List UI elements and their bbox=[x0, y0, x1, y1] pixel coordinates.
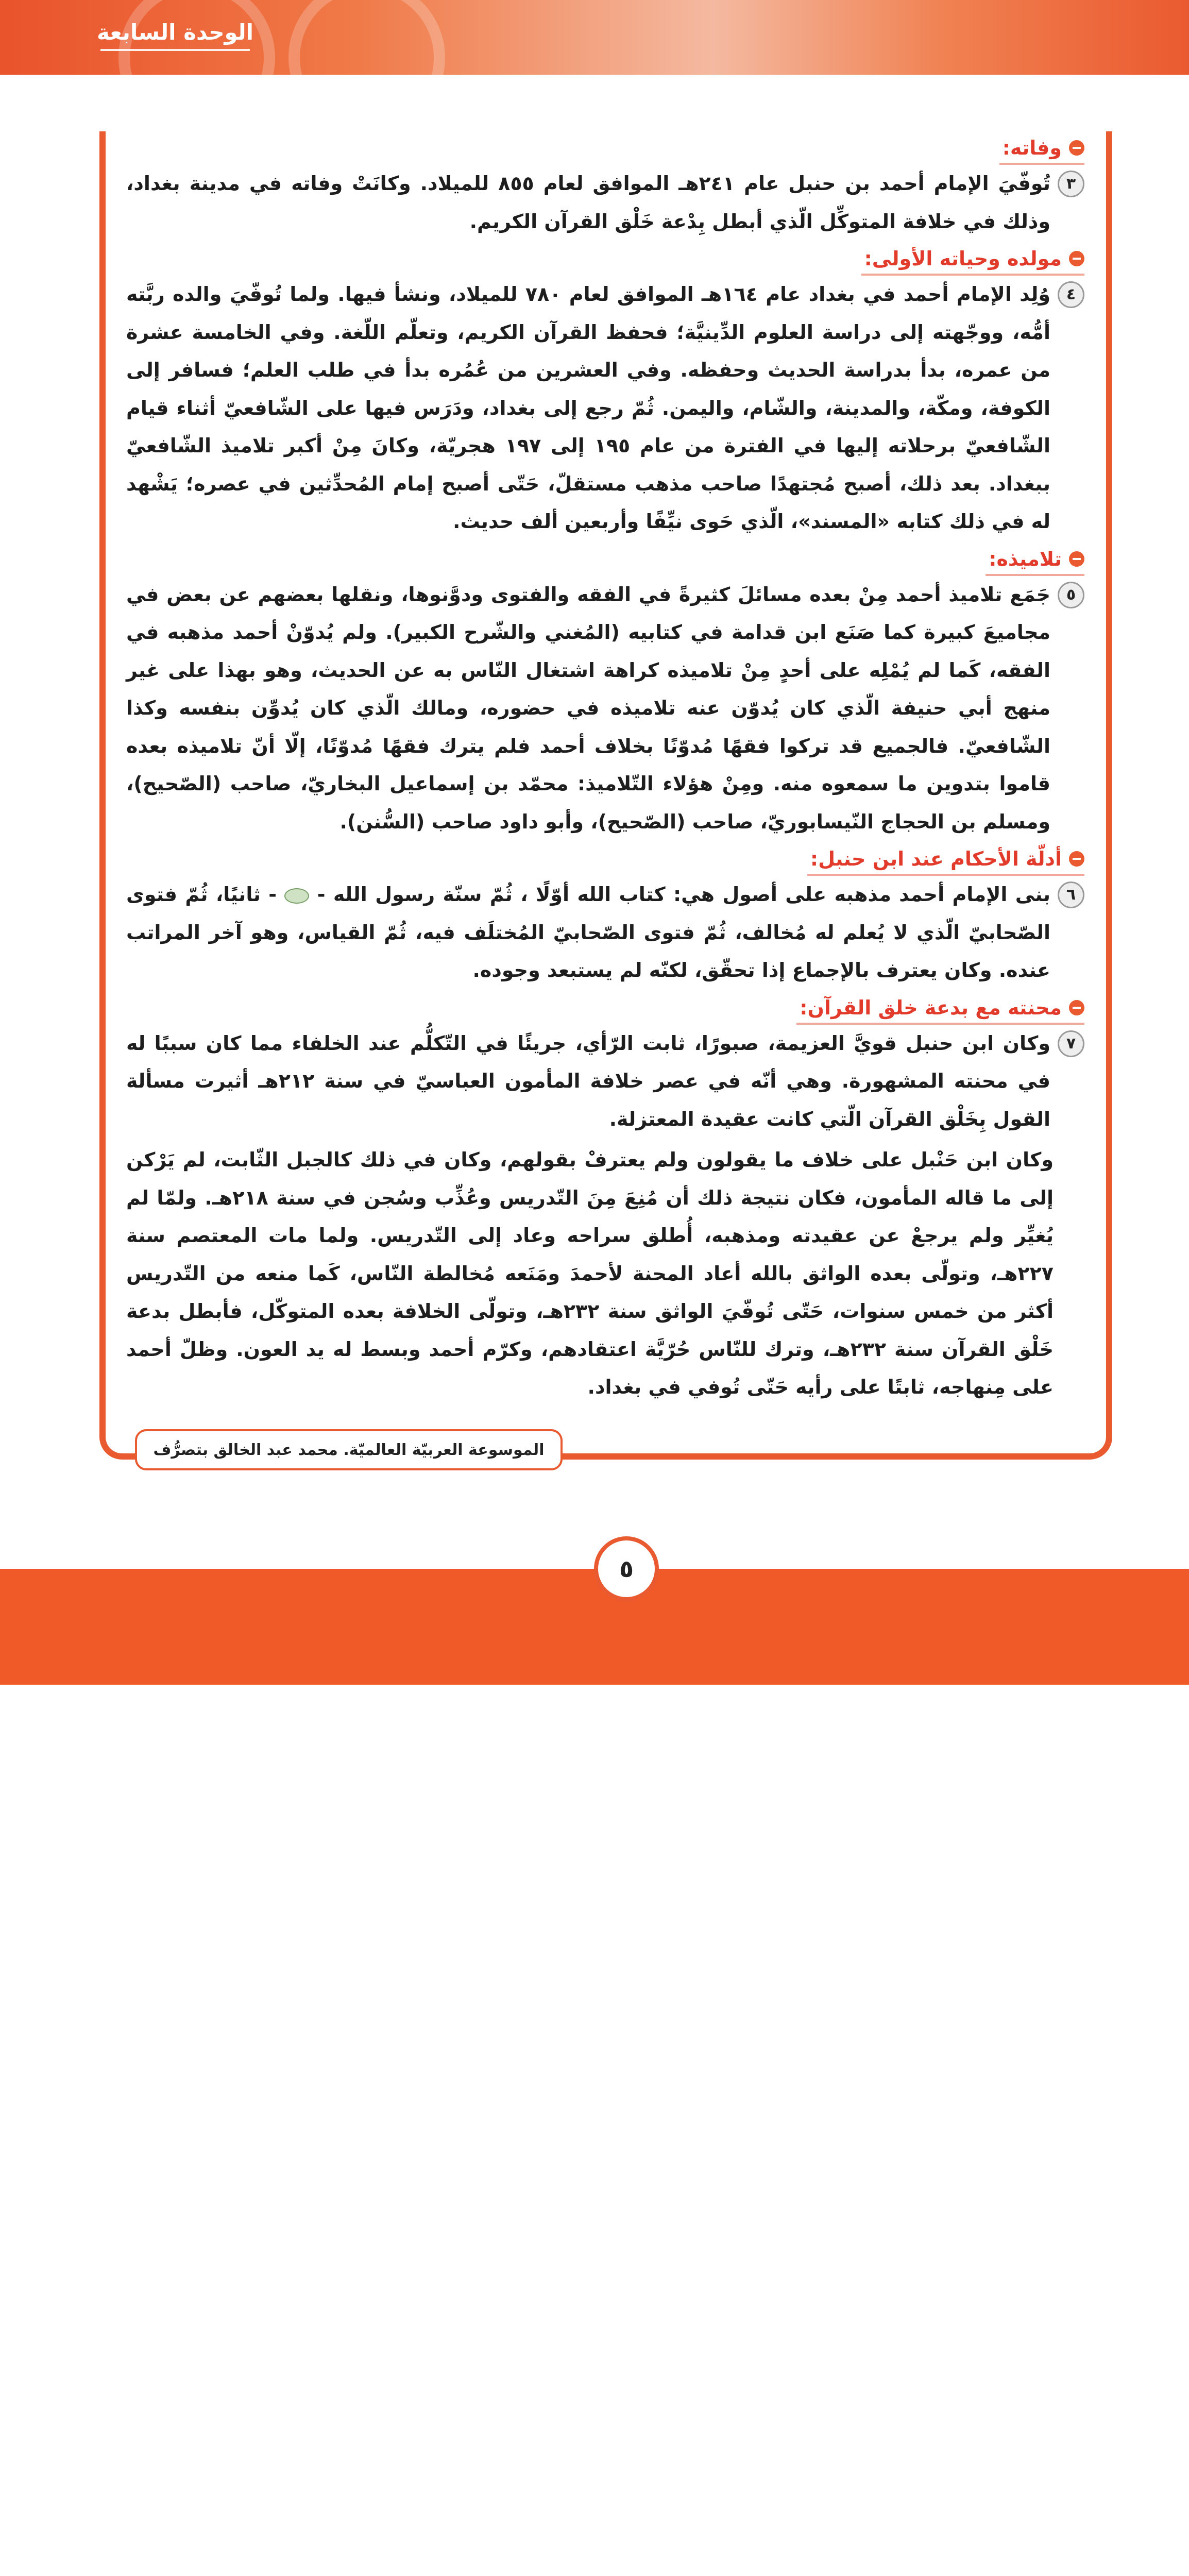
paragraph bbox=[126, 165, 1084, 241]
paragraph-number: ٤ bbox=[1058, 281, 1084, 308]
paragraph-number: ٧ bbox=[1058, 1030, 1084, 1057]
section-heading bbox=[999, 133, 1084, 165]
paragraph-text-part: - ثانيًا، ثُمّ فتوى الصّحابيّ الّذي لا يُعلم له مُخالف، ثُمّ فتوى الصّحابيّ المُختلَف فيه، ثُمّ القياس، وهو آخر المراتب عنده. وكان يعترف بالإجماع إذا تحقّق، لكنّه لم يستبعد وجوده. bbox=[126, 883, 1050, 981]
paragraph-text bbox=[126, 876, 1050, 990]
paragraph bbox=[126, 576, 1084, 841]
paragraph-number: ٣ bbox=[1058, 171, 1084, 197]
section-heading-text: أدلّة الأحكام عند ابن حنبل: bbox=[810, 848, 1062, 870]
paragraph-text: وكان ابن حنبل قويَّ العزيمة، صبورًا، ثابت الرّأي، جريئًا في التّكلُّم عند الخلفاء مما كان سببًا له في محنته المشهورة. وهي أنّه في عصر خلافة المأمون العباسيّ في سنة ٢١٢هـ أثيرت مسألة القول بِخَلْق القرآن الّتي كانت عقيدة المعتزلة. bbox=[126, 1031, 1051, 1130]
salutation-seal-icon bbox=[284, 888, 309, 904]
minus-bullet-icon bbox=[1069, 251, 1084, 266]
section-heading bbox=[861, 244, 1084, 276]
paragraph bbox=[126, 876, 1084, 990]
section-heading bbox=[986, 544, 1084, 576]
paragraph-number: ٦ bbox=[1058, 882, 1084, 908]
paragraph-text: وُلِد الإمام أحمد في بغداد عام ١٦٤هـ الموافق لعام ٧٨٠ للميلاد، ونشأ فيها. ولما تُوفّيَ والده ربَّته أمُّه، ووجّهته إلى دراسة العلوم الدِّينيَّة؛ فحفظ القرآن الكريم، وتعلّم اللّغة. وفي الخامسة عشرة من عمره، بدأ بدراسة الحديث وحفظه. وفي العشرين من عُمُره بدأ في طلب العلم؛ فسافر إلى الكوفة، ومكّة، والمدينة، والشّام، واليمن. ثُمّ رجع إلى بغداد، ودَرَس فيها على الشّافعيّ أثناء قيام الشّافعيّ برحلاته إليها في الفترة من عام ١٩٥ إلى ١٩٧ هجريّة، وكانَ مِنْ أكبر تلاميذ الشّافعيّ ببغداد. بعد ذلك، أصبح مُجتهدًا صاحب مذهب مستقلّ، حَتّى أصبح إمام المُحدِّثين في عصره؛ يَشْهد له في ذلك كتابه «المسند»، الّذي حَوى نيِّفًا وأربعين ألف حديث. bbox=[126, 283, 1050, 533]
section-heading-text: وفاته: bbox=[1002, 137, 1062, 159]
paragraph-text-part: بنى الإمام أحمد مذهبه على أصول هي: كتاب الله أوّلًا ، ثُمّ سنّة رسول الله - bbox=[317, 883, 1051, 906]
paragraph bbox=[126, 1025, 1084, 1139]
section-heading-text: تلاميذه: bbox=[989, 547, 1062, 570]
paragraph-continuation: وكان ابن حَنْبل على خلاف ما يقولون ولم يعترفْ بقولهم، وكان في ذلك كالجبل الثّابت، لم يَرْكن إلى ما قاله المأمون، فكان نتيجة ذلك أن مُنِعَ مِنَ التّدريس وعُذِّب وسُجن في سنة ٢١٨هـ. ولمّا لم يُغيِّر ولم يرجعْ عن عقيدته ومذهبه، أُطلق سراحه وعاد إلى التّدريس. ولما مات المعتصم سنة ٢٢٧هـ، وتولّى بعده الواثق بالله أعاد المحنة لأحمدَ ومَنَعه مُخالطة النّاس، كَما منعه من التّدريس أكثر من خمس سنوات، حَتّى تُوفّيَ الواثق سنة ٢٣٢هـ، وتولّى الخلافة بعده المتوكّل، فأبطل بدعة خَلْق القرآن سنة ٢٣٢هـ، وترك للنّاس حُرّيَّة اعتقادهم، وكرّم أحمد وبسط له يد العون. وظلّ أحمد على مِنهاجه، ثابتًا على رأيه حَتّى تُوفي في بغداد. bbox=[126, 1148, 1054, 1398]
page-number: ٥ bbox=[594, 1536, 659, 1601]
paragraph-text: تُوفّيَ الإمام أحمد بن حنبل عام ٢٤١هـ الموافق لعام ٨٥٥ للميلاد. وكانَتْ وفاته في مدينة بغداد، وذلك في خلافة المتوكِّل الّذي أبطل بِدْعة خَلْق القرآن الكريم. bbox=[126, 172, 1050, 233]
header-decoration bbox=[288, 0, 445, 136]
section-heading-text: محنته مع بدعة خلق القرآن: bbox=[800, 996, 1062, 1019]
minus-bullet-icon bbox=[1069, 851, 1084, 867]
section-heading bbox=[796, 993, 1084, 1025]
minus-bullet-icon bbox=[1069, 1000, 1084, 1015]
paragraph bbox=[126, 276, 1084, 541]
paragraph-number: ٥ bbox=[1058, 582, 1084, 608]
paragraph-text: جَمَع تلاميذ أحمد مِنْ بعده مسائلَ كثيرةً في الفقه والفتوى ودوَّنوها، ونقلها بعضهم عن بعض في مجاميعَ كبيرة كما صَنَع ابن قدامة في كتابيه (المُغني والشّرح الكبير). ولم يُدوّنْ أحمد مذهبه في الفقه، كَما لم يُمْلِه على أحدٍ مِنْ تلاميذه كراهة اشتغال النّاس به عن الحديث، وهو بهذا على غير منهج أبي حنيفة الّذي كان يُدوّن عنه تلاميذه في حضوره، ومالك الّذي كان يُدوِّن بنفسه وكذا الشّافعيّ. فالجميع قد تركوا فقهًا مُدوّنًا بخلاف أحمد فلم يترك فقهًا مُدوّنًا، إلّا أنّ تلاميذه بعده قاموا بتدوين ما سمعوه منه. ومِنْ هؤلاء التّلاميذ: محمّد بن إسماعيل البخاريّ، صاحب (الصّحيح)، ومسلم بن الحجاج النّيسابوريّ، صاحب (الصّحيح)، وأبو داود صاحب (السُّنن). bbox=[126, 583, 1050, 833]
source-citation: الموسوعة العربيّة العالميّة. محمد عبد الخالق بتصرُّف bbox=[135, 1429, 563, 1470]
header-band bbox=[0, 0, 1189, 75]
section-heading-text: مولده وحياته الأولى: bbox=[864, 247, 1062, 270]
unit-title: الوحدة السابعة bbox=[90, 20, 260, 51]
minus-bullet-icon bbox=[1069, 551, 1084, 567]
footer-band bbox=[0, 1569, 1189, 1685]
article-body bbox=[126, 133, 1084, 1406]
minus-bullet-icon bbox=[1069, 140, 1084, 156]
section-heading bbox=[807, 844, 1084, 876]
